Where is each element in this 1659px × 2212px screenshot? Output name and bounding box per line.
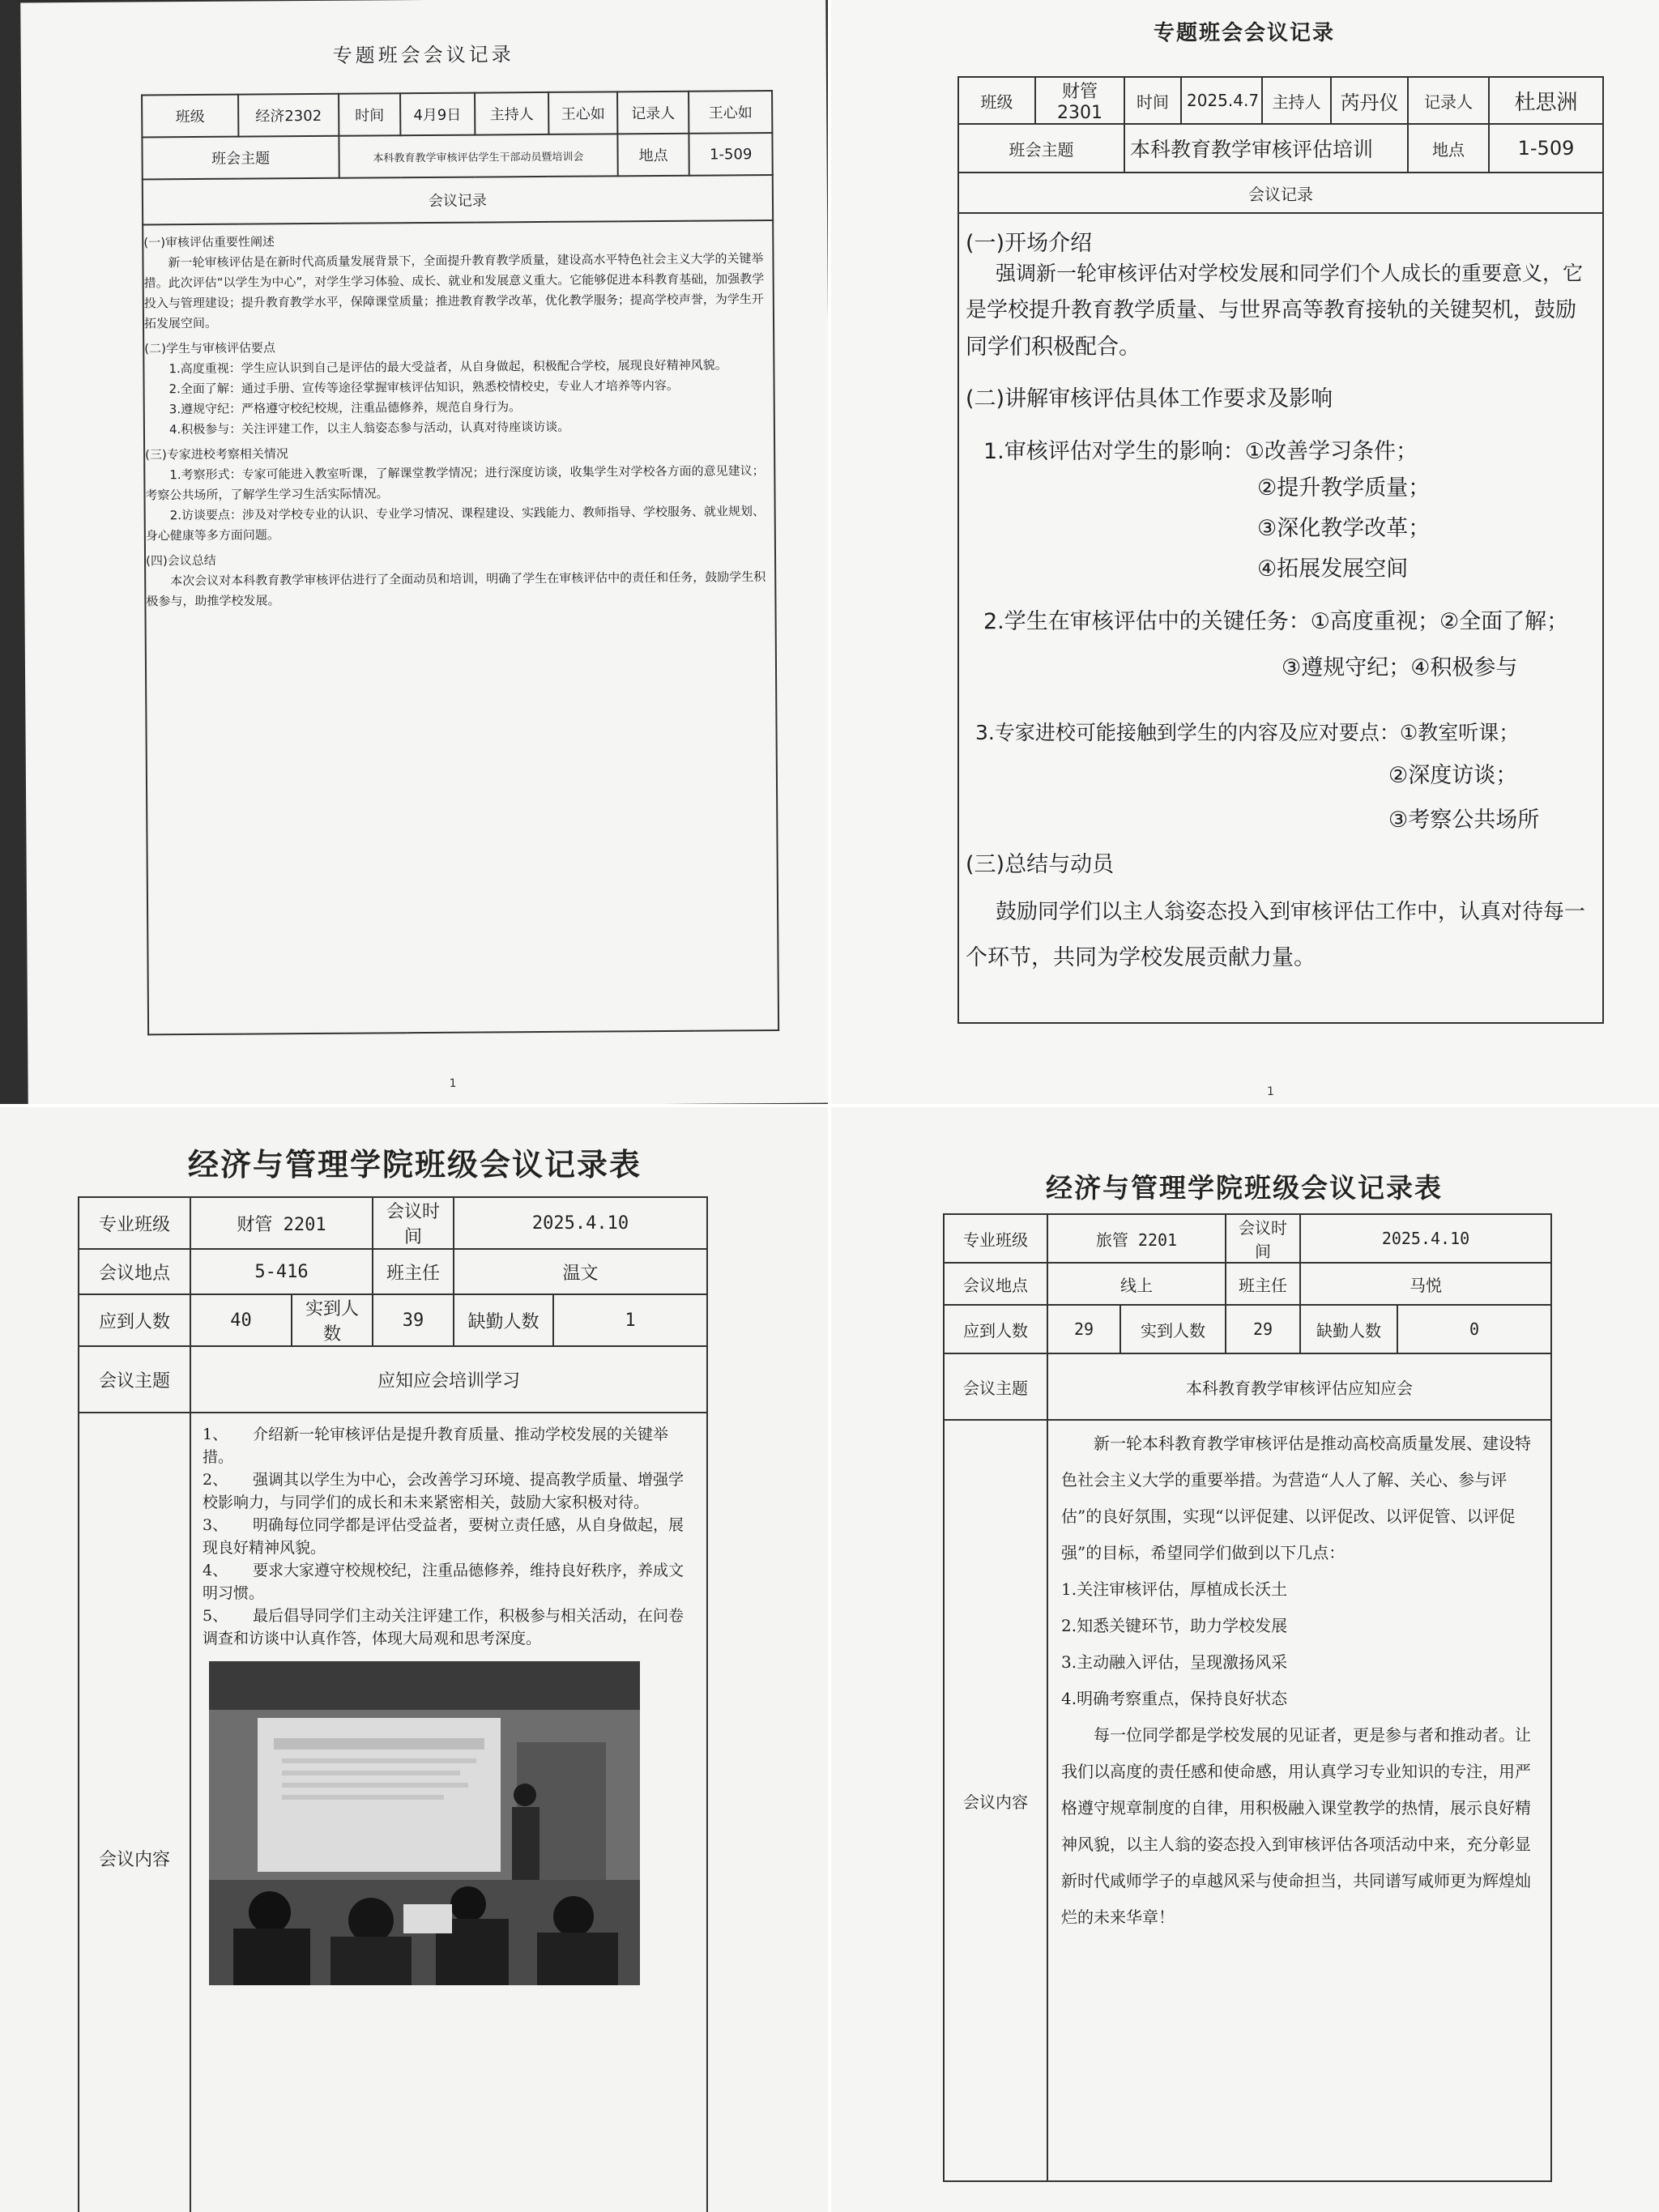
note-line: (一)开场介绍 bbox=[966, 231, 1093, 256]
minutes-notes bbox=[143, 228, 770, 612]
meeting-record-page-2 bbox=[830, 0, 1659, 1106]
class-value: 财管2301 bbox=[1035, 77, 1124, 124]
note-line: ②提升教学质量； bbox=[1257, 475, 1431, 501]
place-value: 1-509 bbox=[1489, 124, 1603, 173]
topic-value: 本科教育教学审核评估培训 bbox=[1124, 124, 1408, 173]
recorder-label: 记录人 bbox=[1408, 77, 1489, 124]
note-line: 同学们积极配合。 bbox=[966, 335, 1141, 360]
meeting-record-page-1 bbox=[0, 0, 830, 1106]
note-line: (三)总结与动员 bbox=[966, 852, 1115, 877]
note-line: 2.学生在审核评估中的关键任务：①高度重视；②全面了解； bbox=[983, 609, 1569, 634]
place-value: 线上 bbox=[1047, 1263, 1226, 1305]
time-label: 会议时间 bbox=[373, 1197, 454, 1249]
note-line: ③考察公共场所 bbox=[1388, 808, 1540, 833]
time-label: 时间 bbox=[339, 93, 400, 136]
recorder-label: 记录人 bbox=[617, 92, 689, 134]
place-value: 5-416 bbox=[190, 1249, 373, 1294]
minutes-heading: 会议记录 bbox=[143, 175, 773, 224]
expected-value: 40 bbox=[190, 1294, 292, 1346]
note-line: 1.高度重视：学生应认识到自己是评估的最大受益者，从自身做起，积极配合学校，展现良好精神风貌。 bbox=[168, 357, 727, 377]
note-line: ③遵规守纪；④积极参与 bbox=[1282, 655, 1518, 680]
expected-label: 应到人数 bbox=[944, 1305, 1047, 1353]
topic-value: 本科教育教学审核评估应知应会 bbox=[1047, 1353, 1551, 1420]
class-label: 班级 bbox=[958, 77, 1035, 124]
paper-sheet bbox=[0, 1106, 830, 2212]
absent-value: 1 bbox=[553, 1294, 707, 1346]
host-label: 主持人 bbox=[475, 92, 549, 135]
paper-sheet bbox=[830, 1106, 1659, 2212]
class-meeting-form-1 bbox=[0, 1106, 830, 2212]
actual-label: 实到人数 bbox=[1120, 1305, 1226, 1353]
list-item: 5、 最后倡导同学们主动关注评建工作，积极参与相关活动，在问卷调查和访谈中认真作答，体现大局观和思考深度。 bbox=[203, 1607, 684, 1647]
recorder-value: 杜思洲 bbox=[1489, 77, 1603, 124]
list-item: 1.关注审核评估，厚植成长沃土 bbox=[1061, 1579, 1288, 1599]
class-label: 班级 bbox=[142, 95, 238, 138]
content-cell bbox=[190, 1413, 707, 2212]
list-item: 3.主动融入评估，呈现激扬风采 bbox=[1061, 1652, 1288, 1672]
host-value: 王心如 bbox=[548, 92, 617, 134]
content-list bbox=[203, 1423, 695, 1650]
list-item: 2、 强调其以学生为中心，会改善学习环境、提高教学质量、增强学校影响力，与同学们的成长和未来紧密相关，鼓励大家积极对待。 bbox=[203, 1471, 684, 1511]
time-value: 2025.4.7 bbox=[1181, 77, 1262, 124]
time-value: 2025.4.10 bbox=[454, 1197, 707, 1249]
topic-label: 班会主题 bbox=[142, 136, 339, 180]
time-value: 4月9日 bbox=[400, 93, 475, 136]
head-label: 班主任 bbox=[373, 1249, 454, 1294]
content-label: 会议内容 bbox=[944, 1420, 1047, 2181]
absent-label: 缺勤人数 bbox=[1300, 1305, 1397, 1353]
major-label: 专业班级 bbox=[944, 1214, 1047, 1263]
note-line: (三)专家进校考察相关情况 bbox=[145, 446, 288, 462]
place-label: 会议地点 bbox=[944, 1263, 1047, 1305]
note-line: ③深化教学改革； bbox=[1257, 516, 1431, 541]
note-line: ②深度访谈； bbox=[1388, 763, 1518, 788]
note-line: 2.全面了解：通过手册、宣传等途径掌握审核评估知识，熟悉校情校史，专业人才培养等内容。 bbox=[168, 377, 679, 397]
topic-value: 应知应会培训学习 bbox=[190, 1346, 707, 1413]
class-value: 经济2302 bbox=[238, 94, 339, 137]
closing-paragraph: 每一位同学都是学校发展的见证者，更是参与者和推动者。让我们以高度的责任感和使命感，用认真学习专业知识的专注，用严格遵守规章制度的自律，用积极融入课堂教学的热情，展示良好精神风貌，以主人翁的姿态投入到审核评估各项活动中来，充分彰显新时代咸师学子的卓越风采与使命担当，共同谱写咸师更为辉煌灿烂的未来华章！ bbox=[1061, 1725, 1531, 1927]
page-number: 1 bbox=[1267, 1085, 1274, 1098]
note-line: 本次会议对本科教育教学审核评估进行了全面动员和培训，明确了学生在审核评估中的责任和任务，鼓励学生积极参与，助推学校发展。 bbox=[146, 569, 766, 609]
note-line: 鼓励同学们以主人翁姿态投入到审核评估工作中，认真对待每一 bbox=[996, 900, 1586, 924]
host-value: 芮丹仪 bbox=[1331, 77, 1408, 124]
note-line: 3.遵规守纪：严格遵守校纪校规，注重品德修养，规范自身行为。 bbox=[168, 399, 522, 417]
note-line: (四)会议总结 bbox=[145, 552, 216, 569]
time-label: 时间 bbox=[1124, 77, 1181, 124]
place-label: 地点 bbox=[617, 134, 689, 177]
note-line: (一)审核评估重要性阐述 bbox=[143, 234, 275, 250]
note-line: 1.考察形式：专家可能进入教室听课，了解课堂教学情况；进行深度访谈，收集学生对学校各方面的意见建议；考察公共场所，了解学生学习生活实际情况。 bbox=[145, 463, 765, 503]
note-line: 是学校提升教育教学质量、与世界高等教育接轨的关键契机，鼓励 bbox=[966, 298, 1577, 322]
topic-value: 本科教育教学审核评估学生干部动员暨培训会 bbox=[339, 134, 618, 177]
absent-value: 0 bbox=[1397, 1305, 1551, 1353]
minutes-notes bbox=[830, 0, 1659, 1106]
content-label: 会议内容 bbox=[79, 1413, 190, 2212]
page-title: 专题班会会议记录 bbox=[332, 43, 514, 67]
note-line: ④拓展发展空间 bbox=[1257, 556, 1409, 582]
note-line: 个环节，共同为学校发展贡献力量。 bbox=[966, 945, 1316, 970]
topic-label: 会议主题 bbox=[944, 1353, 1047, 1420]
page-title: 经济与管理学院班级会议记录表 bbox=[187, 1146, 642, 1183]
list-item: 1、 介绍新一轮审核评估是提升教育质量、推动学校发展的关键举措。 bbox=[203, 1426, 669, 1466]
record-table bbox=[943, 1213, 1552, 2182]
note-line: 4.积极参与：关注评建工作，以主人翁姿态参与活动，认真对待座谈访谈。 bbox=[168, 419, 570, 437]
actual-value: 29 bbox=[1226, 1305, 1300, 1353]
record-table bbox=[78, 1196, 708, 2212]
head-label: 班主任 bbox=[1226, 1263, 1300, 1305]
place-label: 地点 bbox=[1408, 124, 1489, 173]
topic-label: 会议主题 bbox=[79, 1346, 190, 1413]
page-title: 专题班会会议记录 bbox=[1153, 21, 1335, 45]
content-text bbox=[1053, 1421, 1546, 1941]
major-value: 旅管 2201 bbox=[1047, 1214, 1226, 1263]
note-line: (二)讲解审核评估具体工作要求及影响 bbox=[966, 386, 1333, 411]
note-line: 强调新一轮审核评估对学校发展和同学们个人成长的重要意义，它 bbox=[996, 262, 1584, 285]
note-line: 新一轮审核评估是在新时代高质量发展背景下，全面提升教育教学质量，建设高水平特色社会主义大学的关键举措。此次评估“以学生为中心”，对学生学习体验、成长、就业和发展意义重大。它能够促进本科教育基础，加强教学投入与管理建设；提升教育教学水平，保障课堂质量；推进教育教学改革，优化教学服务；提高学校声誉，为学生开拓发展空间。 bbox=[143, 251, 765, 331]
actual-label: 实到人数 bbox=[292, 1294, 373, 1346]
page-number: 1 bbox=[449, 1076, 457, 1090]
collage-divider bbox=[0, 1104, 1659, 1107]
major-label: 专业班级 bbox=[79, 1197, 190, 1249]
minutes-heading: 会议记录 bbox=[958, 173, 1603, 213]
list-item: 3、 明确每位同学都是评估受益者，要树立责任感，从自身做起，展现良好精神风貌。 bbox=[203, 1516, 684, 1557]
class-meeting-form-2 bbox=[830, 1106, 1659, 2212]
expected-label: 应到人数 bbox=[79, 1294, 190, 1346]
expected-value: 29 bbox=[1047, 1305, 1120, 1353]
note-line: 1.审核评估对学生的影响：①改善学习条件； bbox=[983, 439, 1418, 464]
head-value: 马悦 bbox=[1300, 1263, 1551, 1305]
place-value: 1-509 bbox=[689, 133, 773, 176]
list-item: 4.明确考察重点，保持良好状态 bbox=[1061, 1689, 1288, 1708]
meeting-photo bbox=[209, 1661, 640, 1985]
time-value: 2025.4.10 bbox=[1300, 1214, 1551, 1263]
intro-paragraph: 新一轮本科教育教学审核评估是推动高校高质量发展、建设特色社会主义大学的重要举措。为营造“人人了解、关心、参与评估”的良好氛围，实现“以评促建、以评促改、以评促管、以评促强”的目标，希望同学们做到以下几点： bbox=[1061, 1434, 1531, 1562]
actual-value: 39 bbox=[373, 1294, 454, 1346]
page-title: 经济与管理学院班级会议记录表 bbox=[1046, 1172, 1443, 1204]
host-label: 主持人 bbox=[1262, 77, 1331, 124]
head-value: 温文 bbox=[454, 1249, 707, 1294]
topic-label: 班会主题 bbox=[958, 124, 1124, 173]
list-item: 4、 要求大家遵守校规校纪，注重品德修养，维持良好秩序，养成文明习惯。 bbox=[203, 1562, 684, 1602]
place-label: 会议地点 bbox=[79, 1249, 190, 1294]
note-line: 3.专家进校可能接触到学生的内容及应对要点：①教室听课； bbox=[975, 721, 1520, 744]
paper-sheet bbox=[830, 0, 1659, 1106]
time-label: 会议时间 bbox=[1226, 1214, 1300, 1263]
major-value: 财管 2201 bbox=[190, 1197, 373, 1249]
note-line: (二)学生与审核评估要点 bbox=[144, 340, 276, 356]
paper-sheet bbox=[20, 0, 830, 1106]
content-cell bbox=[1047, 1420, 1551, 2181]
note-line: 2.访谈要点：涉及对学校专业的认识、专业学习情况、课程建设、实践能力、教师指导、学校服务、就业规划、身心健康等多方面问题。 bbox=[145, 504, 766, 543]
absent-label: 缺勤人数 bbox=[454, 1294, 553, 1346]
list-item: 2.知悉关键环节，助力学校发展 bbox=[1061, 1616, 1288, 1635]
recorder-value: 王心如 bbox=[689, 91, 772, 134]
